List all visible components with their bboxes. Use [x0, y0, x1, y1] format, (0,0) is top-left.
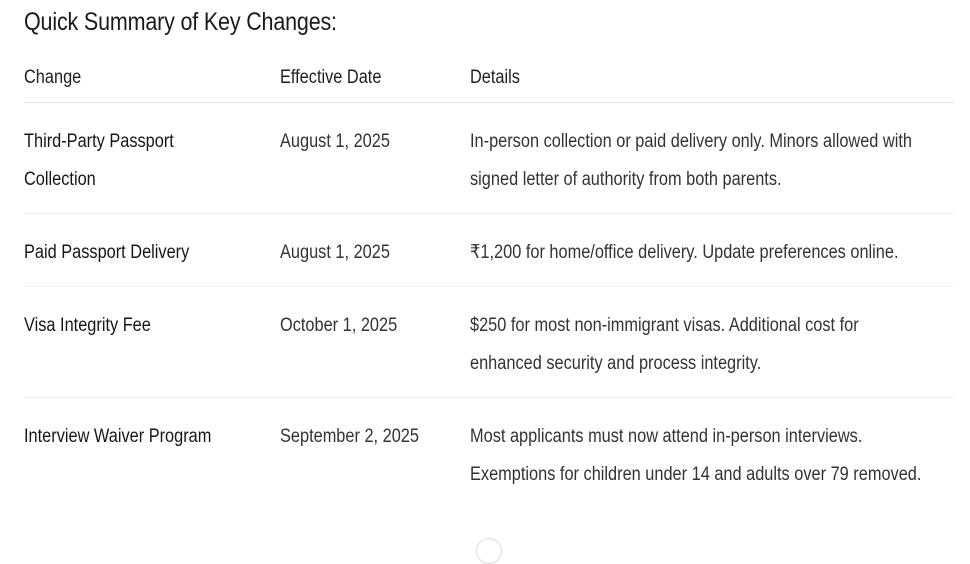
table-row — [24, 103, 954, 214]
details-cell: $250 for most non-immigrant visas. Additional cost for enhanced security and process integrity. — [470, 287, 954, 398]
effective-date-cell: October 1, 2025 — [280, 287, 470, 398]
table-header-row — [24, 56, 954, 103]
summary-table — [24, 56, 954, 508]
table-row — [24, 398, 954, 509]
details-cell: ₹1,200 for home/office delivery. Update preferences online. — [470, 214, 954, 287]
table-row — [24, 287, 954, 398]
change-cell: Visa Integrity Fee — [24, 287, 280, 398]
column-header-change: Change — [24, 56, 280, 103]
effective-date-cell: September 2, 2025 — [280, 426, 419, 447]
table-row — [24, 214, 954, 287]
change-cell: Paid Passport Delivery — [24, 214, 280, 287]
effective-date-cell: August 1, 2025 — [280, 214, 470, 287]
column-header-effective-date: Effective Date — [280, 56, 470, 103]
scroll-button[interactable] — [476, 538, 502, 564]
change-cell: Interview Waiver Program — [24, 426, 212, 447]
change-cell: Third-Party Passport Collection — [24, 103, 280, 214]
details-cell: In-person collection or paid delivery only. Minors allowed with signed letter of authority from both parents. — [470, 103, 954, 214]
details-cell: Most applicants must now attend in-person interviews. Exemptions for children under 14 and adults over 79 removed. — [470, 426, 922, 485]
page-title: Quick Summary of Key Changes: — [24, 8, 337, 36]
effective-date-cell: August 1, 2025 — [280, 103, 470, 214]
column-header-details: Details — [470, 56, 954, 103]
